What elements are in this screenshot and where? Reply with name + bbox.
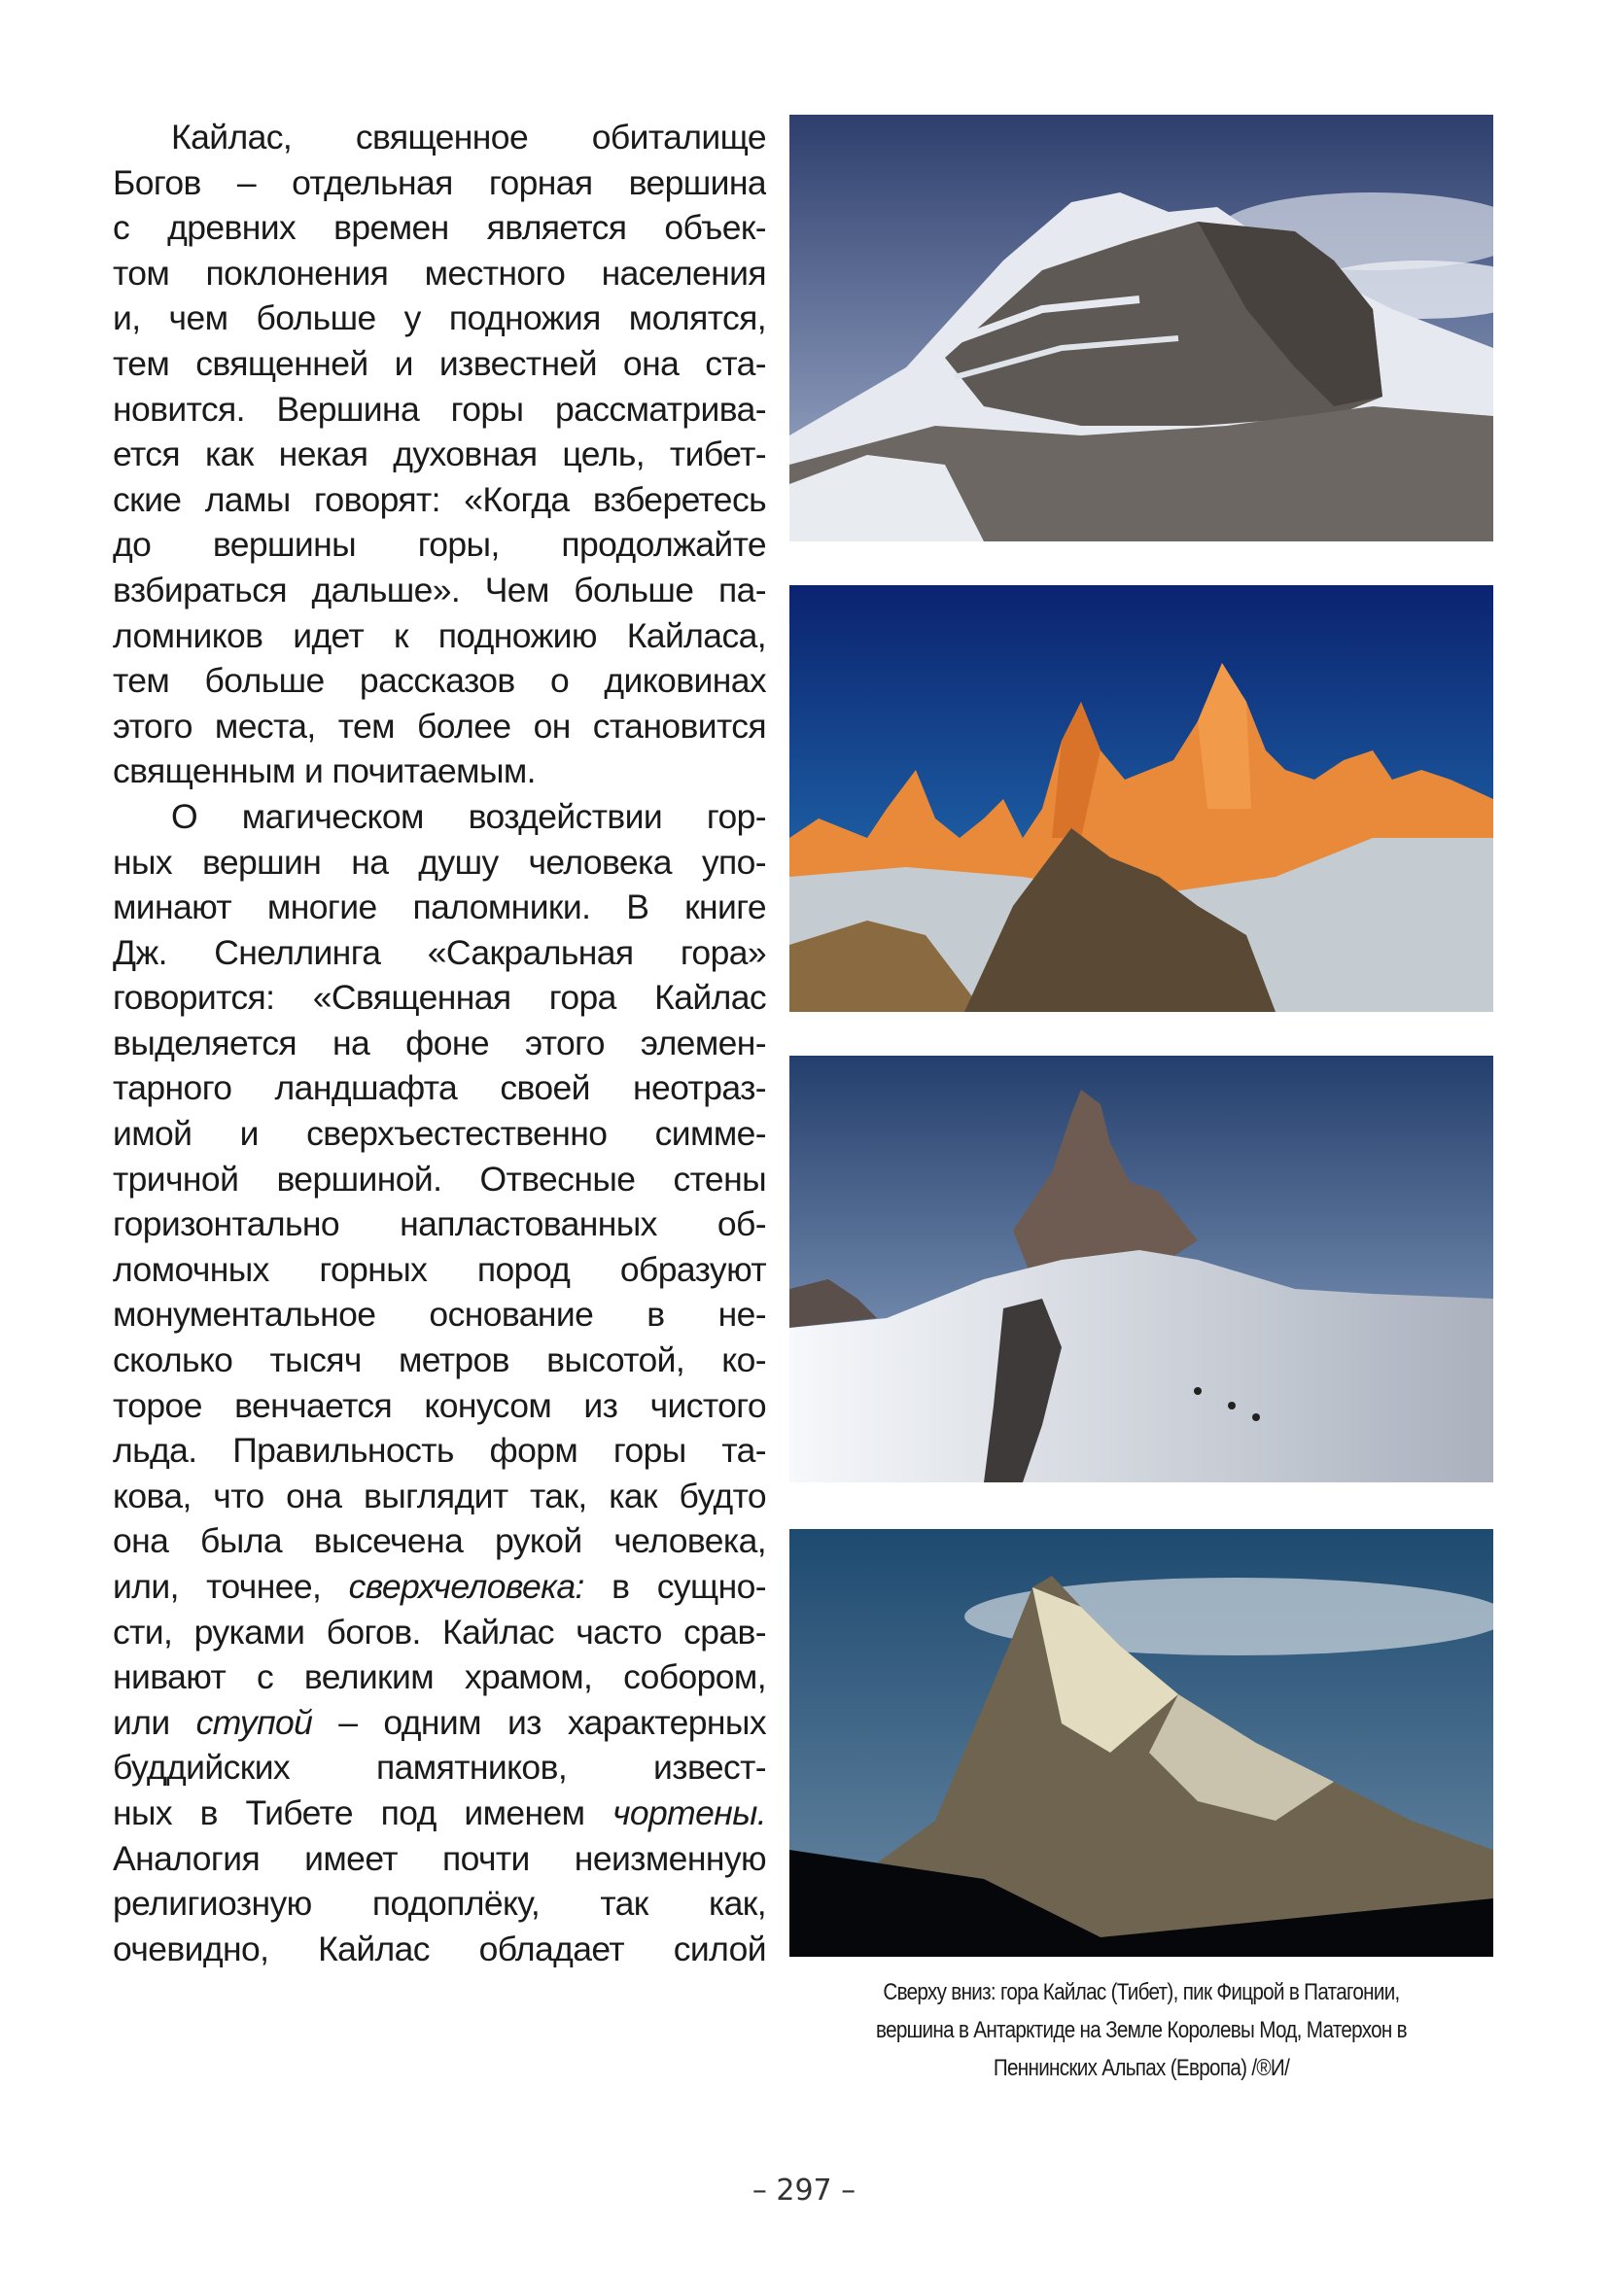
caption-line: Пеннинских Альпах (Европа) /®И/	[993, 2055, 1290, 2081]
text-line: до вершины горы, продолжайте	[113, 525, 766, 565]
text-line: тем священней и известней она ста-	[113, 343, 766, 383]
matterhorn-illustration	[789, 1529, 1493, 1957]
text-line: Дж. Снеллинга «Сакральная гора»	[113, 932, 766, 972]
text-line: тарного ландшафта своей неотраз-	[113, 1068, 766, 1108]
text-line: нивают с великим храмом, собором,	[113, 1657, 766, 1697]
text-line: Аналогия имеет почти неизменную	[113, 1838, 766, 1878]
text-line: ские ламы говорят: «Когда взберетесь	[113, 479, 766, 519]
text-line: ломников идет к подножию Кайласа,	[113, 615, 766, 655]
text-line: взбираться дальше». Чем больше па-	[113, 570, 766, 609]
text-line: религиозную подоплёку, так как,	[113, 1884, 766, 1924]
text-line: О магическом воздействии гор-	[171, 796, 766, 836]
italic-term: чортены.	[612, 1792, 766, 1832]
text-line: с древних времен является объек-	[113, 208, 766, 248]
text-line: горизонтально напластованных об-	[113, 1204, 766, 1244]
text-line: тем больше рассказов о диковинах	[113, 661, 766, 701]
page-number: – 297 –	[752, 2174, 856, 2208]
text-line	[113, 1700, 766, 1746]
photo-fitz-roy	[789, 585, 1493, 1012]
photo-caption	[839, 1973, 1445, 2087]
body-text-column	[113, 115, 766, 1971]
text-line: буддийских памятников, извест-	[113, 1748, 766, 1788]
text-line	[113, 1564, 766, 1610]
text-line: выделяется на фоне этого элемен-	[113, 1023, 766, 1062]
text-segment: или, точнее,	[113, 1567, 349, 1606]
text-line: Кайлас, священное обиталище	[171, 118, 766, 157]
text-line: сколько тысяч метров высотой, ко-	[113, 1340, 766, 1380]
text-line: ется как некая духовная цель, тибет-	[113, 435, 766, 474]
fitz-roy-illustration	[789, 585, 1493, 1012]
text-line: торое венчается конусом из чистого	[113, 1385, 766, 1425]
text-line: новится. Вершина горы рассматрива-	[113, 389, 766, 429]
text-line: минают многие паломники. В книге	[113, 887, 766, 927]
text-segment: – одним из характерных	[312, 1702, 766, 1742]
caption-line: Сверху вниз: гора Кайлас (Тибет), пик Фицрой в Патагонии,	[883, 1979, 1400, 2005]
photo-antarctica	[789, 1056, 1493, 1482]
text-line: тричной вершиной. Отвесные стены	[113, 1159, 766, 1199]
text-segment: ных в Тибете под именем	[113, 1792, 613, 1832]
text-line: имой и сверхъестественно симме-	[113, 1114, 766, 1154]
text-line: говорится: «Священная гора Кайлас	[113, 978, 766, 1018]
text-line: этого места, тем более он становится	[113, 706, 766, 746]
photo-matterhorn	[789, 1529, 1493, 1957]
text-line: Богов – отдельная горная вершина	[113, 162, 766, 202]
text-line	[113, 1791, 766, 1836]
text-line: льда. Правильность форм горы та-	[113, 1431, 766, 1471]
photo-kailash	[789, 115, 1493, 541]
text-line: очевидно, Кайлас обладает силой	[113, 1929, 766, 1968]
caption-line: вершина в Антарктиде на Земле Королевы Мод, Матерхон в	[876, 2017, 1407, 2043]
antarctica-illustration	[789, 1056, 1493, 1482]
text-line: священным и почитаемым.	[113, 751, 536, 791]
kailash-illustration	[789, 115, 1493, 541]
text-line: том поклонения местного населения	[113, 253, 766, 293]
text-line: ных вершин на душу человека упо-	[113, 842, 766, 882]
italic-term: ступой	[195, 1702, 313, 1742]
text-line: она была высечена рукой человека,	[113, 1521, 766, 1561]
text-segment: в сущно-	[583, 1567, 766, 1606]
text-line: ломочных горных пород образуют	[113, 1249, 766, 1289]
italic-term: сверхчеловека:	[348, 1567, 584, 1606]
text-segment: или	[113, 1702, 196, 1742]
text-line: монументальное основание в не-	[113, 1295, 766, 1335]
text-line: кова, что она выглядит так, как будто	[113, 1476, 766, 1515]
text-line: сти, руками богов. Кайлас часто срав-	[113, 1612, 766, 1652]
text-line: и, чем больше у подножия молятся,	[113, 298, 766, 338]
